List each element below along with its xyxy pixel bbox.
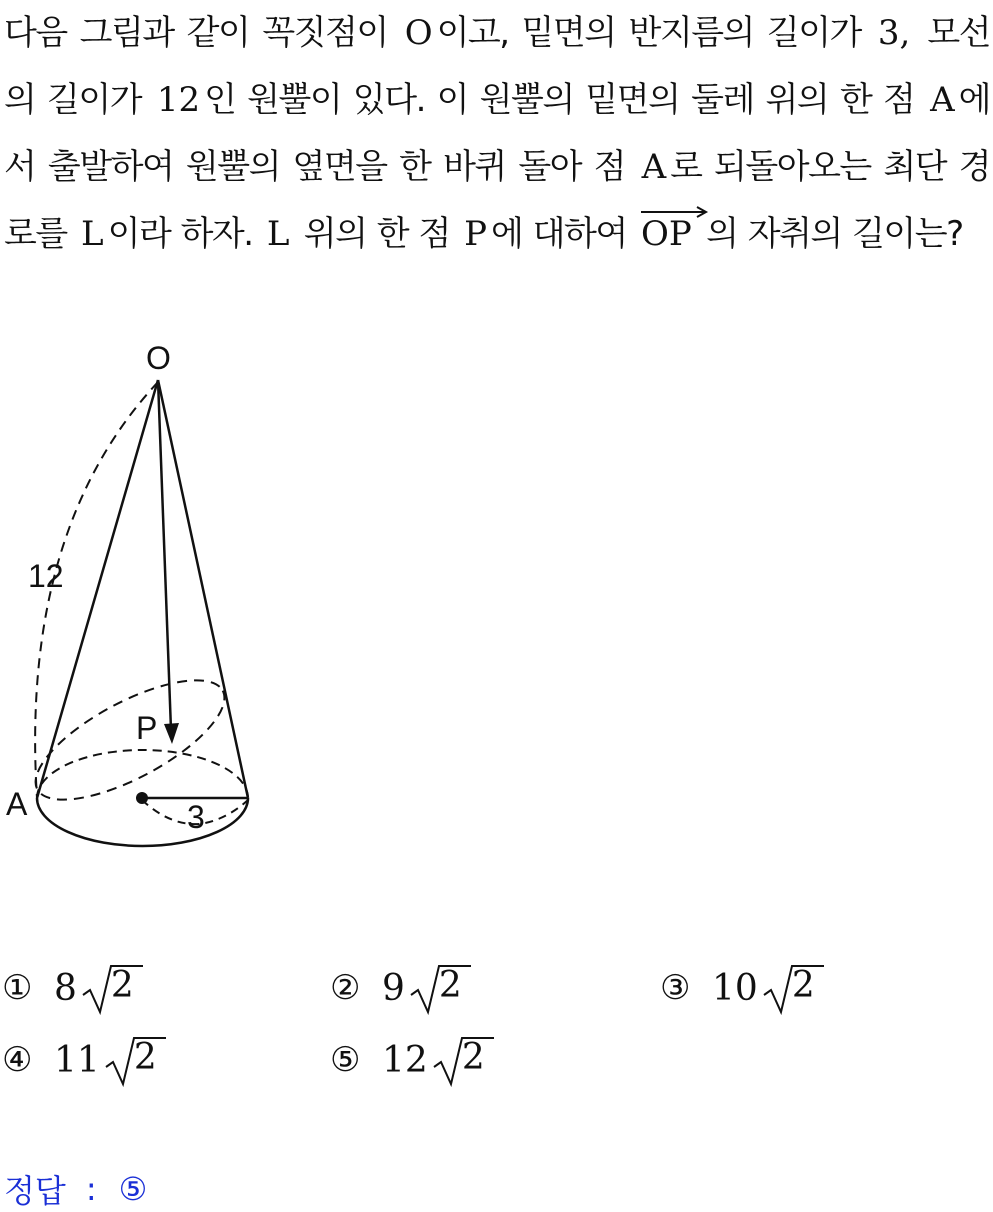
- answer-value: ⑤: [118, 1170, 148, 1208]
- path-l: L: [81, 214, 104, 254]
- question-segment: 위의 한 점: [303, 214, 450, 254]
- answer-separator: :: [85, 1170, 97, 1208]
- choice-radical: [762, 960, 826, 1016]
- choice-radical: [81, 960, 145, 1016]
- cone-diagram: [0, 330, 300, 860]
- choice-marker: ⑤: [330, 1040, 361, 1080]
- vertex-o: O: [404, 13, 433, 53]
- point-a: A: [930, 80, 955, 120]
- point-a: A: [641, 147, 667, 187]
- choice-radicand: 2: [461, 1037, 485, 1078]
- question-segment: 에서 출발하여 원뿔의 옆면을 한 바퀴 돌아 점: [4, 80, 990, 187]
- label-point-p: P: [136, 710, 158, 746]
- cone-base-back: [37, 750, 248, 798]
- question-segment: 이고, 밑면의 반지름의 길이가: [436, 13, 861, 53]
- question-segment: 모선의 길이가: [4, 13, 991, 120]
- path-l: L: [266, 214, 290, 254]
- choice-marker: ③: [660, 968, 691, 1008]
- choice-radical: [104, 1032, 168, 1088]
- choice-coefficient: 9: [382, 967, 405, 1009]
- choice-radicand: 2: [133, 1037, 157, 1078]
- answer-line: [4, 1166, 147, 1212]
- slant-length-value: 12: [156, 80, 201, 120]
- cone-figure: [0, 330, 300, 860]
- vector-arrow-icon: [639, 205, 709, 219]
- choice-radicand: 2: [438, 965, 462, 1006]
- choice-coefficient: 8: [54, 967, 77, 1009]
- choice-2[interactable]: [330, 958, 473, 1018]
- choice-marker: ①: [2, 968, 33, 1008]
- label-vertex-o: O: [146, 340, 171, 376]
- choice-radical: [409, 960, 473, 1016]
- choice-radical: [432, 1032, 496, 1088]
- question-text: [4, 0, 990, 268]
- label-point-a: A: [6, 786, 28, 822]
- choice-radicand: 2: [791, 965, 815, 1006]
- vector-op-label: OP: [641, 214, 692, 254]
- radius-value: 3,: [877, 13, 911, 53]
- vector-op: [637, 201, 696, 268]
- choice-4[interactable]: [2, 1030, 168, 1090]
- choice-3[interactable]: [660, 958, 826, 1018]
- choice-coefficient: 10: [712, 967, 758, 1009]
- vector-op-arrowhead-icon: [164, 723, 179, 744]
- choice-radicand: 2: [110, 965, 134, 1006]
- base-center-dot: [136, 792, 148, 804]
- choice-5[interactable]: [330, 1030, 496, 1090]
- choice-marker: ④: [2, 1040, 33, 1080]
- answer-label: 정답: [4, 1172, 66, 1210]
- question-segment: 다음 그림과 같이 꼭짓점이: [4, 13, 388, 53]
- question-segment: 인 원뿔이 있다. 이 원뿔의 밑면의 둘레 위의 한 점: [204, 80, 915, 120]
- label-slant-12: 12: [28, 558, 64, 594]
- question-segment: 로 되돌아오는 최단 경로를: [4, 147, 990, 254]
- choice-marker: ②: [330, 968, 361, 1008]
- point-p: P: [464, 214, 487, 254]
- label-radius-3: 3: [187, 799, 205, 835]
- choice-coefficient: 11: [54, 1039, 100, 1081]
- question-segment: 에 대하여: [491, 214, 627, 254]
- cone-base-front: [37, 798, 248, 846]
- choice-coefficient: 12: [382, 1039, 428, 1081]
- question-segment: 이라 하자.: [107, 214, 253, 254]
- question-segment: 의 자취의 길이는?: [706, 214, 963, 254]
- choice-1[interactable]: [2, 958, 145, 1018]
